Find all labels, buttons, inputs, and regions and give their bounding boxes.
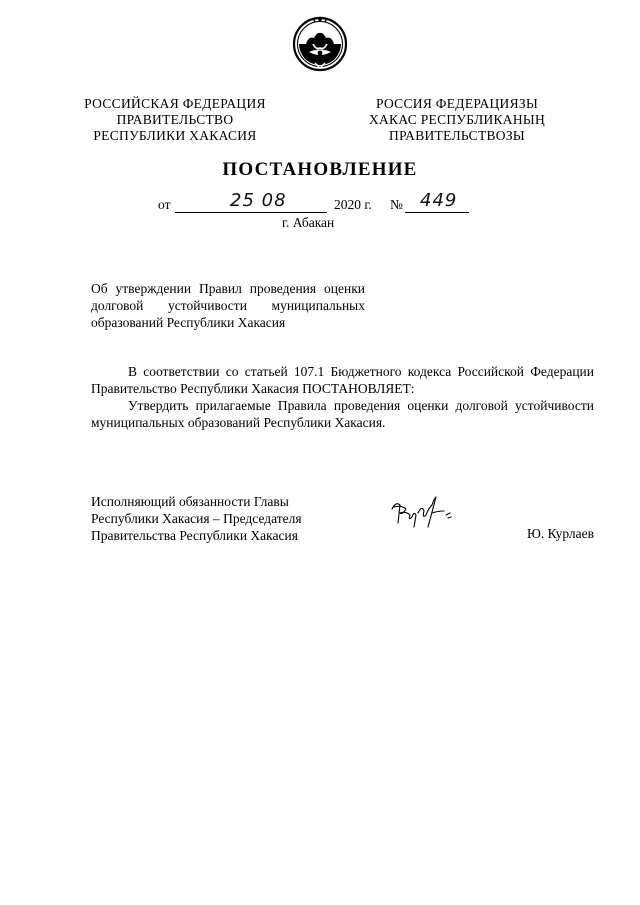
header-left [80, 96, 270, 144]
document-subject: Об утверждении Правил проведения оценки долговой устойчивости муниципальных образований Республики Хакасия [91, 281, 365, 330]
body-text [91, 363, 594, 431]
header-left-line: РОССИЙСКАЯ ФЕДЕРАЦИЯ [84, 96, 266, 111]
date-number-line [0, 190, 640, 216]
year-label: 2020 г. [334, 197, 372, 212]
signatory-position-line: Правительства Республики Хакасия [91, 528, 298, 543]
from-label: от [158, 197, 171, 212]
handwritten-number: 449 [420, 190, 458, 211]
header-right-line: ХАКАС РЕСПУБЛИКАНЫҢ [368, 112, 546, 127]
header-left-line: РЕСПУБЛИКИ ХАКАСИЯ [93, 128, 257, 143]
header-right-line: РОССИЯ ФЕДЕРАЦИЯЗЫ [375, 96, 539, 111]
coat-of-arms-emblem [291, 14, 349, 72]
header-right [362, 96, 552, 144]
signatory-position-line: Исполняющий обязанности Главы [91, 494, 289, 509]
header-right-line: ПРАВИТЕЛЬСТВОЗЫ [389, 128, 525, 143]
number-label: № [390, 197, 403, 212]
handwritten-signature [388, 491, 458, 531]
body-paragraph: В соответствии со статьей 107.1 Бюджетного кодекса Российской Федерации Правительство Республики Хакасия ПОСТАНОВЛЯЕТ: [91, 364, 594, 396]
signatory-name: Ю. Курлаев [526, 526, 594, 541]
header-left-line: ПРАВИТЕЛЬСТВО [116, 112, 234, 127]
signatory-position [91, 493, 351, 544]
city-label: г. Абакан [282, 215, 335, 230]
body-paragraph: Утвердить прилагаемые Правила проведения оценки долговой устойчивости муниципальных образований Республики Хакасия. [91, 398, 594, 430]
signatory-position-line: Республики Хакасия – Председателя [91, 511, 302, 526]
handwritten-date: 25 08 [230, 190, 287, 211]
document-title: ПОСТАНОВЛЕНИЕ [222, 159, 418, 180]
